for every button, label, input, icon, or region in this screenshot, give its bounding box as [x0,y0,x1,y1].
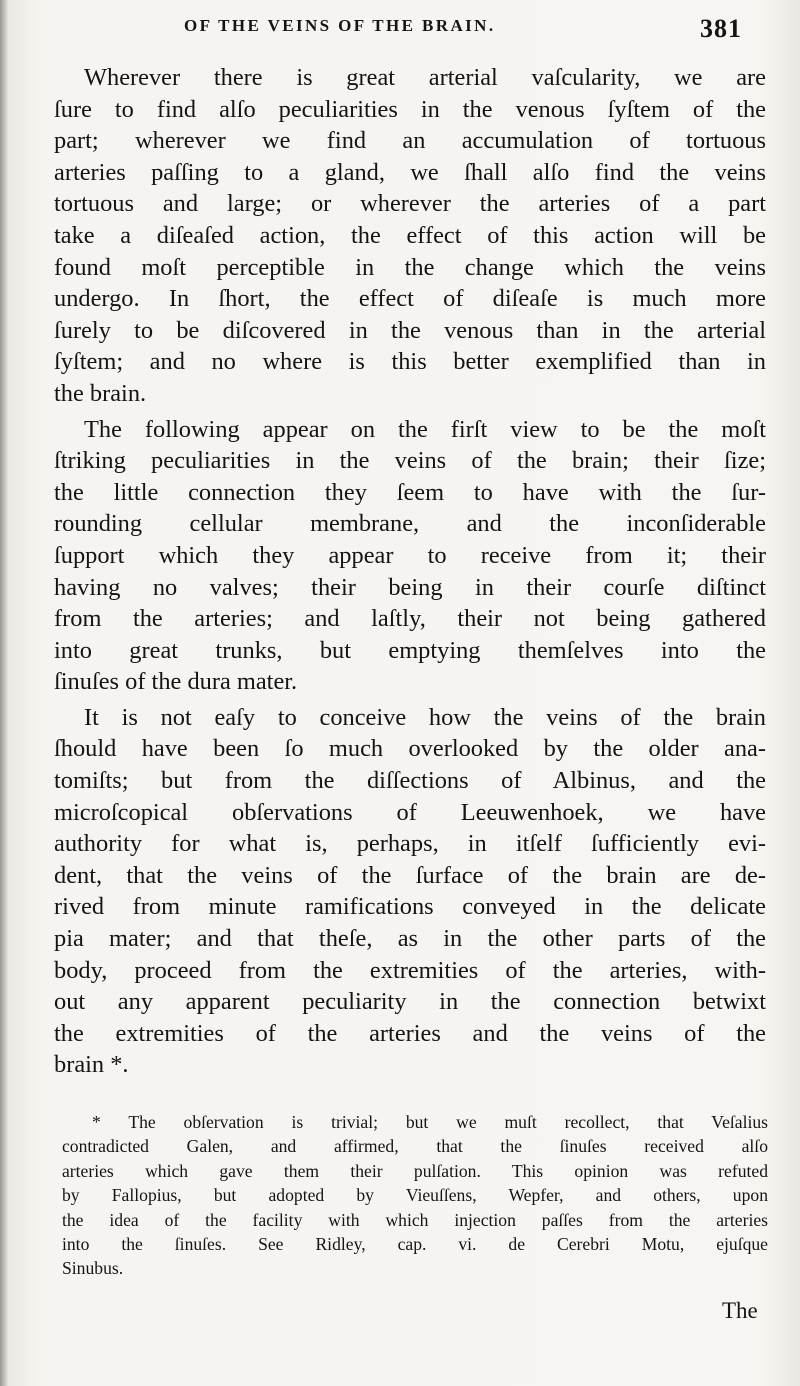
text-line: Wherever there is great arterial vaſcularity, we are [84,64,766,91]
text-line: rived from minute ramifications conveyed in the delicate [54,893,766,921]
text-line: tomiſts; but from the diſſections of Albinus, and the [54,767,766,795]
text-line: rounding cellular membrane, and the inconſiderable [54,510,766,538]
text-line: authority for what is, perhaps, in itſelf ſufficiently evi- [54,830,766,858]
text-line: It is not eaſy to conceive how the veins of the brain [84,703,766,731]
text-line: found moſt perceptible in the change which the veins [54,253,766,281]
footnote-line: by Fallopius, but adopted by Vieuſſens, Wepfer, and others, upon [62,1185,768,1206]
text-line: ſyſtem; and no where is this better exemplified than in [54,348,766,376]
catchword: The [722,1298,758,1323]
text-line: the little connection they ſeem to have with the ſur- [54,478,766,506]
text-line: from the arteries; and laſtly, their not being gathered [54,605,766,633]
text-line: ſtriking peculiarities in the veins of the brain; their ſize; [54,447,766,475]
text-line: ſhould have been ſo much overlooked by the older ana- [54,735,766,763]
text-line: undergo. In ſhort, the effect of diſeaſe is much more [54,285,766,313]
footnote-line: contradicted Galen, and affirmed, that the ſinuſes received alſo [62,1136,768,1157]
text-line: into great trunks, but emptying themſelves into the [54,636,766,664]
text-line: body, proceed from the extremities of the arteries, with- [54,956,766,984]
paragraph-2 [54,414,766,698]
footnote-line: arteries which gave them their pulſation. This opinion was refuted [62,1160,768,1181]
text-line: out any apparent peculiarity in the connection betwixt [54,988,766,1016]
page-gutter-shadow [0,0,8,1386]
text-line: arteries paſſing to a gland, we ſhall alſo find the veins [54,158,766,186]
footnote [62,1110,768,1281]
text-line: ſure to find alſo peculiarities in the venous ſyſtem of the [54,95,766,123]
running-title: OF THE VEINS OF THE BRAIN. [184,16,496,35]
text-line: the extremities of the arteries and the veins of the [54,1019,766,1047]
paragraph-1 [54,62,766,410]
text-line: tortuous and large; or wherever the arteries of a part [54,190,766,218]
footnote-line: the idea of the facility with which injection paſſes from the arteries [62,1209,768,1230]
text-line: microſcopical obſervations of Leeuwenhoek, we have [54,798,766,826]
page-number: 381 [700,14,742,43]
paragraph-3 [54,702,766,1081]
footnote-line: * The obſervation is trivial; but we muſt recollect, that Veſalius [92,1112,768,1132]
text-line: having no valves; their being in their courſe diſtinct [54,573,766,601]
body-text [54,62,766,1081]
text-line: brain *. [54,1051,129,1079]
text-line: ſinuſes of the dura mater. [54,668,298,696]
text-line: the brain. [54,379,147,407]
text-line: take a diſeaſed action, the effect of this action will be [54,221,766,249]
text-line: dent, that the veins of the ſurface of the brain are de- [54,861,766,889]
text-line: The following appear on the firſt view to be the moſt [84,415,766,443]
footnote-line: Sinubus. [62,1258,124,1279]
text-line: part; wherever we find an accumulation of tortuous [54,127,766,155]
text-line: ſurely to be diſcovered in the venous than in the arterial [54,316,766,344]
text-line: ſupport which they appear to receive from it; their [54,541,766,569]
footnote-line: into the ſinuſes. See Ridley, cap. vi. de Cerebri Motu, ejuſque [62,1234,768,1255]
text-line: pia mater; and that theſe, as in the other parts of the [54,925,766,953]
